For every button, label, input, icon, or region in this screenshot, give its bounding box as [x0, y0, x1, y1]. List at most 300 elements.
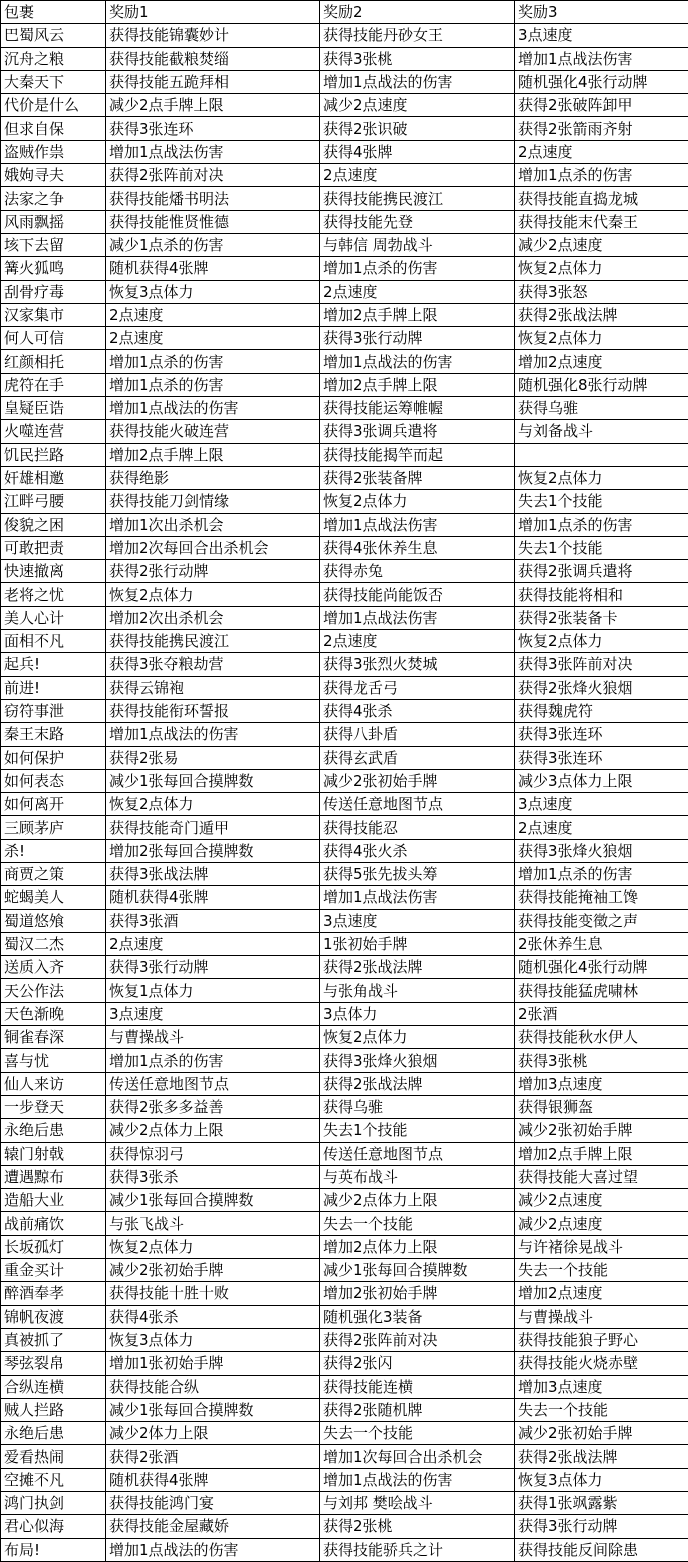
table-row	[1, 47, 688, 70]
cell-reward-2: 获得2张随机牌	[320, 1398, 515, 1421]
cell-reward-1: 获得技能惟贤惟德	[106, 210, 320, 233]
cell-package: 贼人拦路	[1, 1398, 106, 1421]
table-row	[1, 1375, 688, 1398]
cell-reward-3	[515, 443, 688, 466]
cell-reward-2: 获得2张闪	[320, 1352, 515, 1375]
cell-reward-2: 获得3张行动牌	[320, 327, 515, 350]
cell-package: 秦王末路	[1, 723, 106, 746]
table-row	[1, 1119, 688, 1142]
cell-reward-2: 增加1点战法的伤害	[320, 1468, 515, 1491]
cell-reward-3: 获得2张箭雨齐射	[515, 117, 688, 140]
cell-reward-1: 获得3张行动牌	[106, 956, 320, 979]
table-row	[1, 1049, 688, 1072]
cell-reward-2: 与刘邦 樊哙战斗	[320, 1492, 515, 1515]
table-row	[1, 1212, 688, 1235]
cell-reward-1: 随机获得4张牌	[106, 886, 320, 909]
table-row	[1, 327, 688, 350]
cell-reward-1: 减少2点手牌上限	[106, 94, 320, 117]
cell-reward-1: 获得技能合纵	[106, 1375, 320, 1398]
cell-reward-2: 获得4张杀	[320, 699, 515, 722]
table-row	[1, 886, 688, 909]
cell-reward-3: 获得2张烽火狼烟	[515, 676, 688, 699]
cell-package: 娥姁寻夫	[1, 164, 106, 187]
table-row	[1, 909, 688, 932]
cell-reward-2: 失去一个技能	[320, 1212, 515, 1235]
cell-reward-1: 获得技能携民渡江	[106, 630, 320, 653]
cell-reward-3: 随机强化4张行动牌	[515, 70, 688, 93]
cell-reward-1: 获得技能金屋藏娇	[106, 1515, 320, 1538]
cell-reward-2: 获得技能携民渡江	[320, 187, 515, 210]
cell-reward-3: 获得技能火烧赤壁	[515, 1352, 688, 1375]
cell-reward-1: 随机获得4张牌	[106, 257, 320, 280]
table-row	[1, 117, 688, 140]
cell-reward-2: 1张初始手牌	[320, 932, 515, 955]
cell-reward-1: 减少2张初始手牌	[106, 1259, 320, 1282]
cell-reward-1: 增加2次出杀机会	[106, 606, 320, 629]
cell-reward-3: 与刘备战斗	[515, 420, 688, 443]
cell-reward-2: 获得2张装备牌	[320, 466, 515, 489]
cell-package: 真被抓了	[1, 1328, 106, 1351]
cell-reward-1: 获得3张连环	[106, 117, 320, 140]
cell-reward-1: 恢复3点体力	[106, 280, 320, 303]
table-row	[1, 1026, 688, 1049]
cell-package: 爱看热闹	[1, 1445, 106, 1468]
cell-reward-3: 获得技能变徵之声	[515, 909, 688, 932]
cell-reward-2: 增加2点体力上限	[320, 1235, 515, 1258]
cell-reward-3: 增加2点速度	[515, 350, 688, 373]
cell-reward-3: 获得3张桃	[515, 1049, 688, 1072]
table-row	[1, 466, 688, 489]
cell-package: 江畔弓腰	[1, 490, 106, 513]
table-row	[1, 1468, 688, 1491]
cell-reward-2: 获得玄武盾	[320, 746, 515, 769]
cell-package: 皇疑臣诰	[1, 397, 106, 420]
cell-reward-1: 恢复2点体力	[106, 583, 320, 606]
cell-package: 遭遇黥布	[1, 1165, 106, 1188]
cell-package: 蛇蝎美人	[1, 886, 106, 909]
cell-reward-1: 2点速度	[106, 327, 320, 350]
cell-reward-2: 增加1点战法伤害	[320, 606, 515, 629]
cell-reward-2: 恢复2点体力	[320, 490, 515, 513]
cell-reward-2: 增加2张初始手牌	[320, 1282, 515, 1305]
cell-reward-1: 增加2次每回合出杀机会	[106, 536, 320, 559]
cell-reward-2: 获得2张阵前对决	[320, 1328, 515, 1351]
cell-reward-2: 增加1点战法伤害	[320, 886, 515, 909]
cell-reward-2: 获得2张识破	[320, 117, 515, 140]
cell-package: 盗贼作祟	[1, 140, 106, 163]
table-body	[1, 24, 688, 1562]
cell-reward-3: 获得2张装备卡	[515, 606, 688, 629]
cell-reward-1: 获得技能截粮焚缁	[106, 47, 320, 70]
cell-package: 永绝后患	[1, 1422, 106, 1445]
cell-reward-1: 增加1点战法的伤害	[106, 1538, 320, 1561]
cell-package: 俊貌之困	[1, 513, 106, 536]
cell-reward-2: 获得5张先拔头筹	[320, 862, 515, 885]
cell-reward-1: 获得技能衔环誓报	[106, 699, 320, 722]
cell-reward-3: 增加2点速度	[515, 1282, 688, 1305]
cell-package: 喜与忧	[1, 1049, 106, 1072]
cell-package: 辕门射戟	[1, 1142, 106, 1165]
table-row	[1, 630, 688, 653]
cell-reward-1: 增加1点战法的伤害	[106, 723, 320, 746]
cell-reward-1: 恢复2点体力	[106, 1235, 320, 1258]
cell-reward-3: 减少3点体力上限	[515, 769, 688, 792]
table-row	[1, 862, 688, 885]
cell-reward-1: 获得技能锦囊妙计	[106, 24, 320, 47]
cell-package: 大秦天下	[1, 70, 106, 93]
cell-package: 蜀汉二杰	[1, 932, 106, 955]
cell-reward-3: 减少2点速度	[515, 233, 688, 256]
cell-reward-3: 获得银狮盔	[515, 1095, 688, 1118]
cell-reward-2: 失去一个技能	[320, 1422, 515, 1445]
cell-reward-2: 获得技能连横	[320, 1375, 515, 1398]
cell-reward-3: 获得2张战法牌	[515, 303, 688, 326]
cell-package: 天色渐晚	[1, 1002, 106, 1025]
cell-reward-2: 减少2张初始手牌	[320, 769, 515, 792]
cell-reward-3: 获得2张战法牌	[515, 1445, 688, 1468]
table-row	[1, 1002, 688, 1025]
cell-reward-1: 减少2点体力上限	[106, 1119, 320, 1142]
cell-reward-1: 获得3张杀	[106, 1165, 320, 1188]
cell-reward-1: 获得2张易	[106, 746, 320, 769]
cell-reward-3: 获得3张烽火狼烟	[515, 839, 688, 862]
cell-reward-1: 获得2张阵前对决	[106, 164, 320, 187]
cell-package: 商贾之策	[1, 862, 106, 885]
cell-package: 三顾茅庐	[1, 816, 106, 839]
table-row	[1, 676, 688, 699]
cell-reward-1: 2点速度	[106, 932, 320, 955]
cell-reward-2: 获得技能丹砂女王	[320, 24, 515, 47]
cell-package: 永绝后患	[1, 1119, 106, 1142]
cell-reward-3: 恢复3点体力	[515, 1468, 688, 1491]
cell-reward-2: 获得2张战法牌	[320, 956, 515, 979]
cell-package: 红颜相托	[1, 350, 106, 373]
cell-reward-1: 获得技能五跪拜相	[106, 70, 320, 93]
cell-reward-3: 2点速度	[515, 140, 688, 163]
cell-package: 杀!	[1, 839, 106, 862]
cell-package: 合纵连横	[1, 1375, 106, 1398]
table-row	[1, 1352, 688, 1375]
table-row	[1, 956, 688, 979]
cell-reward-3: 获得技能直捣龙城	[515, 187, 688, 210]
cell-package: 垓下去留	[1, 233, 106, 256]
table-row	[1, 1072, 688, 1095]
header-reward-3: 奖励3	[515, 1, 688, 24]
cell-reward-2: 3点体力	[320, 1002, 515, 1025]
table-row	[1, 70, 688, 93]
cell-reward-2: 增加1点战法伤害	[320, 513, 515, 536]
cell-reward-1: 获得技能十胜十败	[106, 1282, 320, 1305]
table-row	[1, 24, 688, 47]
table-row	[1, 1142, 688, 1165]
cell-package: 铜雀春深	[1, 1026, 106, 1049]
cell-reward-3: 增加2点手牌上限	[515, 1142, 688, 1165]
cell-reward-3: 2点速度	[515, 816, 688, 839]
table-row	[1, 164, 688, 187]
cell-reward-2: 获得3张桃	[320, 47, 515, 70]
table-row	[1, 257, 688, 280]
table-row	[1, 583, 688, 606]
cell-reward-1: 减少1张每回合摸牌数	[106, 1189, 320, 1212]
header-reward-2: 奖励2	[320, 1, 515, 24]
cell-package: 老将之忧	[1, 583, 106, 606]
cell-package: 风雨飘摇	[1, 210, 106, 233]
cell-package: 布局!	[1, 1538, 106, 1561]
cell-reward-2: 减少2点速度	[320, 94, 515, 117]
cell-package: 窃符事泄	[1, 699, 106, 722]
table-row	[1, 793, 688, 816]
cell-package: 琴弦裂帛	[1, 1352, 106, 1375]
cell-reward-2: 获得2张战法牌	[320, 1072, 515, 1095]
cell-package: 代价是什么	[1, 94, 106, 117]
cell-reward-1: 获得技能刀剑情缘	[106, 490, 320, 513]
table-row	[1, 1305, 688, 1328]
table-row	[1, 210, 688, 233]
cell-reward-1: 获得2张多多益善	[106, 1095, 320, 1118]
cell-reward-2: 增加1点战法的伤害	[320, 70, 515, 93]
table-row	[1, 699, 688, 722]
cell-reward-1: 获得技能燔书明法	[106, 187, 320, 210]
cell-reward-2: 获得赤兔	[320, 560, 515, 583]
table-row	[1, 1398, 688, 1421]
header-package: 包裹	[1, 1, 106, 24]
cell-reward-3: 3点速度	[515, 24, 688, 47]
table-row	[1, 140, 688, 163]
cell-reward-1: 获得3张战法牌	[106, 862, 320, 885]
cell-reward-3: 失去1个技能	[515, 536, 688, 559]
table-row	[1, 1095, 688, 1118]
cell-reward-1: 减少1点杀的伤害	[106, 233, 320, 256]
cell-reward-3: 减少2张初始手牌	[515, 1422, 688, 1445]
table-row	[1, 769, 688, 792]
cell-package: 战前痛饮	[1, 1212, 106, 1235]
table-row	[1, 303, 688, 326]
cell-package: 刮骨疗毒	[1, 280, 106, 303]
cell-reward-3: 3点速度	[515, 793, 688, 816]
cell-reward-2: 与英布战斗	[320, 1165, 515, 1188]
cell-reward-2: 获得3张烽火狼烟	[320, 1049, 515, 1072]
cell-reward-1: 获得3张酒	[106, 909, 320, 932]
table-row	[1, 1165, 688, 1188]
table-row	[1, 350, 688, 373]
cell-reward-1: 增加1点杀的伤害	[106, 350, 320, 373]
table-row	[1, 1445, 688, 1468]
cell-reward-1: 获得技能鸿门宴	[106, 1492, 320, 1515]
cell-reward-2: 减少2点体力上限	[320, 1189, 515, 1212]
cell-package: 长坂孤灯	[1, 1235, 106, 1258]
cell-reward-1: 随机获得4张牌	[106, 1468, 320, 1491]
cell-reward-3: 增加3点速度	[515, 1375, 688, 1398]
cell-reward-1: 与曹操战斗	[106, 1026, 320, 1049]
cell-reward-2: 随机强化3装备	[320, 1305, 515, 1328]
cell-reward-3: 获得技能将相和	[515, 583, 688, 606]
cell-package: 面相不凡	[1, 630, 106, 653]
cell-reward-2: 获得4张休养生息	[320, 536, 515, 559]
cell-reward-2: 增加2点手牌上限	[320, 303, 515, 326]
cell-reward-1: 获得云锦袍	[106, 676, 320, 699]
cell-reward-3: 获得1张飒露紫	[515, 1492, 688, 1515]
cell-reward-3: 获得2张调兵遣将	[515, 560, 688, 583]
cell-reward-3: 获得3张行动牌	[515, 1515, 688, 1538]
table-row	[1, 187, 688, 210]
cell-reward-3: 获得3张连环	[515, 723, 688, 746]
cell-reward-2: 与韩信 周勃战斗	[320, 233, 515, 256]
table-row	[1, 1235, 688, 1258]
cell-package: 奸雄相邀	[1, 466, 106, 489]
cell-package: 何人可信	[1, 327, 106, 350]
cell-package: 饥民拦路	[1, 443, 106, 466]
table-row	[1, 932, 688, 955]
cell-reward-1: 恢复2点体力	[106, 793, 320, 816]
cell-reward-3: 2张酒	[515, 1002, 688, 1025]
cell-reward-2: 获得4张牌	[320, 140, 515, 163]
cell-reward-3: 失去1个技能	[515, 490, 688, 513]
cell-reward-2: 恢复2点体力	[320, 1026, 515, 1049]
table-row	[1, 373, 688, 396]
cell-package: 可敢把责	[1, 536, 106, 559]
cell-package: 重金买计	[1, 1259, 106, 1282]
table-row	[1, 536, 688, 559]
cell-reward-3: 增加1点杀的伤害	[515, 513, 688, 536]
cell-reward-3: 2张休养生息	[515, 932, 688, 955]
cell-reward-3: 失去一个技能	[515, 1398, 688, 1421]
cell-reward-2: 获得技能先登	[320, 210, 515, 233]
table-row	[1, 746, 688, 769]
cell-package: 蜀道悠飧	[1, 909, 106, 932]
cell-reward-3: 获得乌骓	[515, 397, 688, 420]
table-row	[1, 233, 688, 256]
table-row	[1, 1492, 688, 1515]
cell-package: 起兵!	[1, 653, 106, 676]
cell-reward-2: 获得4张火杀	[320, 839, 515, 862]
cell-reward-1: 获得技能火破连营	[106, 420, 320, 443]
cell-reward-2: 获得龙舌弓	[320, 676, 515, 699]
table-row	[1, 1259, 688, 1282]
cell-package: 如何保护	[1, 746, 106, 769]
cell-reward-3: 随机强化4张行动牌	[515, 956, 688, 979]
cell-reward-3: 减少2张初始手牌	[515, 1119, 688, 1142]
cell-reward-3: 恢复2点体力	[515, 630, 688, 653]
cell-reward-3: 获得技能反间除患	[515, 1538, 688, 1561]
cell-reward-1: 增加2点手牌上限	[106, 443, 320, 466]
cell-reward-2: 获得2张桃	[320, 1515, 515, 1538]
table-row	[1, 1422, 688, 1445]
cell-reward-3: 获得技能末代秦王	[515, 210, 688, 233]
table-row	[1, 816, 688, 839]
cell-reward-3: 获得技能狼子野心	[515, 1328, 688, 1351]
cell-reward-1: 减少1张每回合摸牌数	[106, 769, 320, 792]
cell-reward-1: 获得2张行动牌	[106, 560, 320, 583]
cell-package: 篝火狐鸣	[1, 257, 106, 280]
cell-reward-2: 减少1张每回合摸牌数	[320, 1259, 515, 1282]
cell-reward-1: 增加1点杀的伤害	[106, 373, 320, 396]
cell-reward-3: 恢复2点体力	[515, 327, 688, 350]
table-row	[1, 513, 688, 536]
cell-package: 如何离开	[1, 793, 106, 816]
cell-reward-1: 增加1张初始手牌	[106, 1352, 320, 1375]
cell-reward-3: 增加1点杀的伤害	[515, 862, 688, 885]
table-row	[1, 1515, 688, 1538]
cell-reward-3: 增加1点杀的伤害	[515, 164, 688, 187]
cell-package: 快速撤离	[1, 560, 106, 583]
cell-reward-3: 获得3张连环	[515, 746, 688, 769]
cell-package: 醉酒奉孝	[1, 1282, 106, 1305]
table-row	[1, 1328, 688, 1351]
cell-package: 君心似海	[1, 1515, 106, 1538]
cell-package: 但求自保	[1, 117, 106, 140]
cell-reward-1: 增加1次出杀机会	[106, 513, 320, 536]
cell-reward-2: 获得乌骓	[320, 1095, 515, 1118]
cell-reward-1: 2点速度	[106, 303, 320, 326]
cell-reward-3: 减少2点速度	[515, 1189, 688, 1212]
cell-reward-3: 随机强化8张行动牌	[515, 373, 688, 396]
cell-package: 天公作法	[1, 979, 106, 1002]
cell-package: 送质入齐	[1, 956, 106, 979]
cell-reward-1: 与张飞战斗	[106, 1212, 320, 1235]
cell-package: 锦帆夜渡	[1, 1305, 106, 1328]
header-reward-1: 奖励1	[106, 1, 320, 24]
cell-reward-2: 获得3张烈火焚城	[320, 653, 515, 676]
cell-reward-3: 增加3点速度	[515, 1072, 688, 1095]
cell-reward-2: 获得技能忍	[320, 816, 515, 839]
cell-reward-3: 与曹操战斗	[515, 1305, 688, 1328]
cell-reward-1: 减少2体力上限	[106, 1422, 320, 1445]
table-row	[1, 397, 688, 420]
cell-reward-1: 3点速度	[106, 1002, 320, 1025]
cell-package: 巴蜀风云	[1, 24, 106, 47]
cell-package: 如何表态	[1, 769, 106, 792]
cell-reward-2: 获得技能骄兵之计	[320, 1538, 515, 1561]
cell-reward-1: 获得绝影	[106, 466, 320, 489]
cell-package: 法家之争	[1, 187, 106, 210]
cell-package: 火噬连营	[1, 420, 106, 443]
cell-reward-3: 获得魏虎符	[515, 699, 688, 722]
cell-reward-1: 获得2张酒	[106, 1445, 320, 1468]
table-row	[1, 723, 688, 746]
cell-package: 造船大业	[1, 1189, 106, 1212]
cell-package: 前进!	[1, 676, 106, 699]
cell-package: 仙人来访	[1, 1072, 106, 1095]
cell-reward-2: 增加1点战法的伤害	[320, 350, 515, 373]
table-row	[1, 653, 688, 676]
cell-reward-3: 增加1点战法伤害	[515, 47, 688, 70]
cell-package: 沉舟之粮	[1, 47, 106, 70]
cell-reward-2: 2点速度	[320, 630, 515, 653]
cell-package: 美人心计	[1, 606, 106, 629]
cell-reward-1: 传送任意地图节点	[106, 1072, 320, 1095]
cell-reward-2: 增加1次每回合出杀机会	[320, 1445, 515, 1468]
cell-reward-1: 恢复3点体力	[106, 1328, 320, 1351]
cell-reward-1: 增加1点战法伤害	[106, 140, 320, 163]
cell-reward-1: 增加2张每回合摸牌数	[106, 839, 320, 862]
table-row	[1, 280, 688, 303]
cell-reward-1: 减少1张每回合摸牌数	[106, 1398, 320, 1421]
cell-reward-3: 获得技能猛虎啸林	[515, 979, 688, 1002]
cell-reward-2: 3点速度	[320, 909, 515, 932]
cell-reward-2: 增加1点杀的伤害	[320, 257, 515, 280]
cell-reward-3: 获得技能掩袖工馋	[515, 886, 688, 909]
cell-reward-2: 2点速度	[320, 280, 515, 303]
cell-reward-2: 2点速度	[320, 164, 515, 187]
cell-reward-3: 获得2张破阵卸甲	[515, 94, 688, 117]
cell-reward-2: 获得技能尚能饭否	[320, 583, 515, 606]
table-row	[1, 443, 688, 466]
cell-reward-2: 失去1个技能	[320, 1119, 515, 1142]
cell-reward-2: 获得技能运筹帷幄	[320, 397, 515, 420]
cell-reward-3: 失去一个技能	[515, 1259, 688, 1282]
header-row	[1, 1, 688, 24]
cell-reward-3: 获得技能秋水伊人	[515, 1026, 688, 1049]
